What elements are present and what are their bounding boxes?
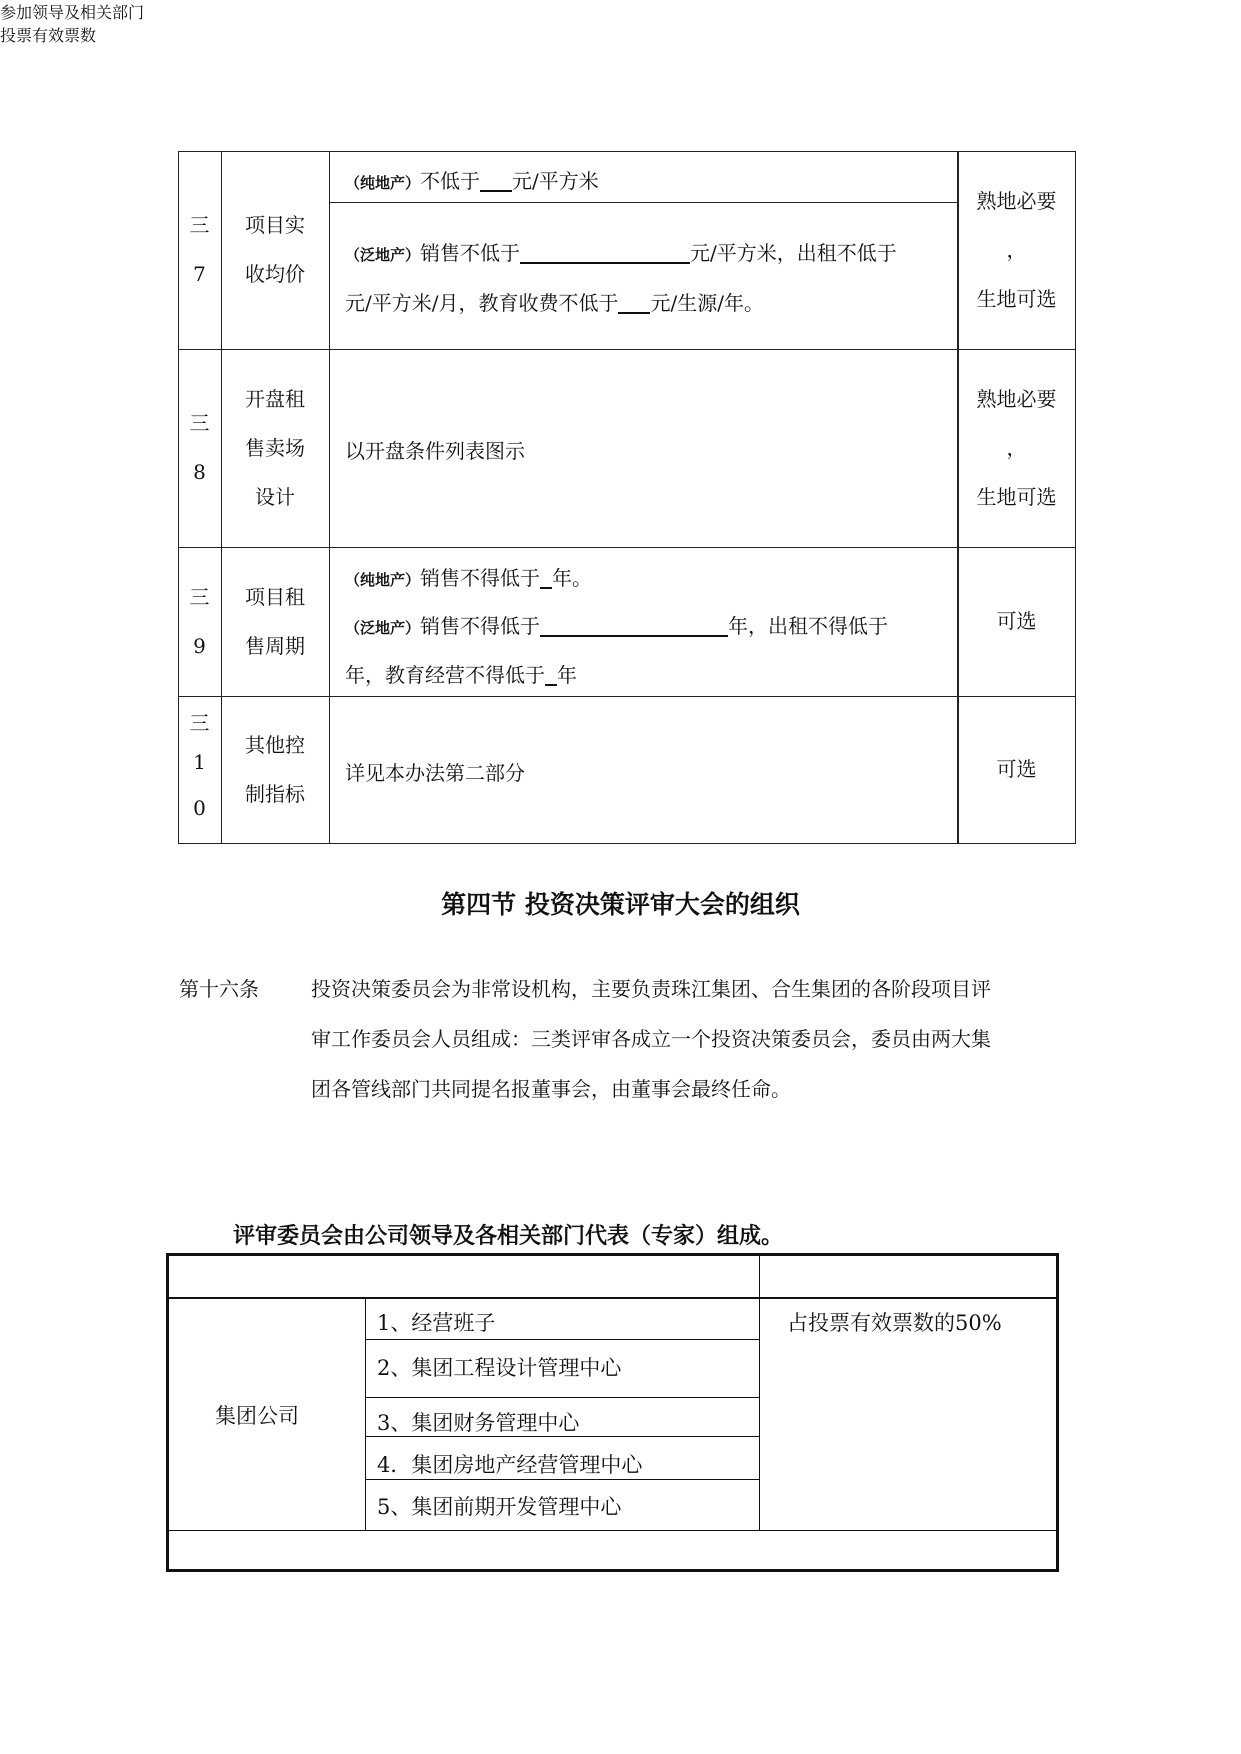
item-name-cell: 项目实 收均价 [245,213,305,286]
remark-cell: 熟地必要 ， 生地可选 [976,386,1057,509]
committee-caption: 评审委员会由公司领导及各相关部门代表（专家）组成。 [233,1224,784,1249]
row-number: 三 1 0 [189,711,210,820]
pan-realestate-line: （泛地产）销售不低于 元/平方米，出租不低于 [345,241,897,265]
item-name-cell: 开盘租 售卖场 设计 [245,386,305,509]
item-name-cell: 其他控 制指标 [245,732,305,806]
committee-table [166,1253,1059,1572]
header-votes: 投票有效票数 [0,26,97,45]
department-item: 3、集团财务管理中心 [377,1411,580,1435]
row-number: 三 9 [189,584,210,658]
remark-cell: 可选 [996,757,1037,781]
row-number: 三 7 [189,213,210,286]
pan-realestate-line: （泛地产）销售不得低于 年，出租不得低于 [345,614,889,638]
content-text: 以开盘条件列表图示 [345,439,525,463]
pure-realestate-line: （纯地产）销售不得低于 年。 [345,566,593,590]
department-item: 4．集团房地产经营管理中心 [377,1453,643,1477]
pure-realestate-line: （纯地产）不低于 元/平方米 [345,169,599,193]
section-title: 第四节 投资决策评审大会的组织 [441,890,800,919]
row-number: 三 8 [189,411,210,484]
article-text-line: 团各管线部门共同提名报董事会，由董事会最终任命。 [311,1077,791,1101]
vote-share: 占投票有效票数的50% [787,1311,1002,1335]
department-item: 2、集团工程设计管理中心 [377,1356,622,1380]
article-text-line: 投资决策委员会为非常设机构，主要负责珠江集团、合生集团的各阶段项目评 [311,977,991,1001]
remark-cell: 熟地必要 ， 生地可选 [976,188,1057,311]
item-name-cell: 项目租 售周期 [245,584,305,658]
criteria-table [178,151,1075,844]
article-text-line: 审工作委员会人员组成：三类评审各成立一个投资决策委员会，委员由两大集 [311,1027,991,1051]
department-item: 5、集团前期开发管理中心 [377,1495,622,1519]
article-number: 第十六条 [179,977,259,1001]
pan-realestate-line-2: 元/平方米/月，教育收费不低于 元/生源/年。 [345,291,764,315]
remark-cell: 可选 [996,609,1037,633]
group-name: 集团公司 [215,1404,299,1428]
content-text: 详见本办法第二部分 [345,761,525,785]
header-departments: 参加领导及相关部门 [0,3,145,22]
pan-realestate-line-2: 年，教育经营不得低于 年 [345,663,577,687]
department-item: 1、经营班子 [377,1311,496,1335]
